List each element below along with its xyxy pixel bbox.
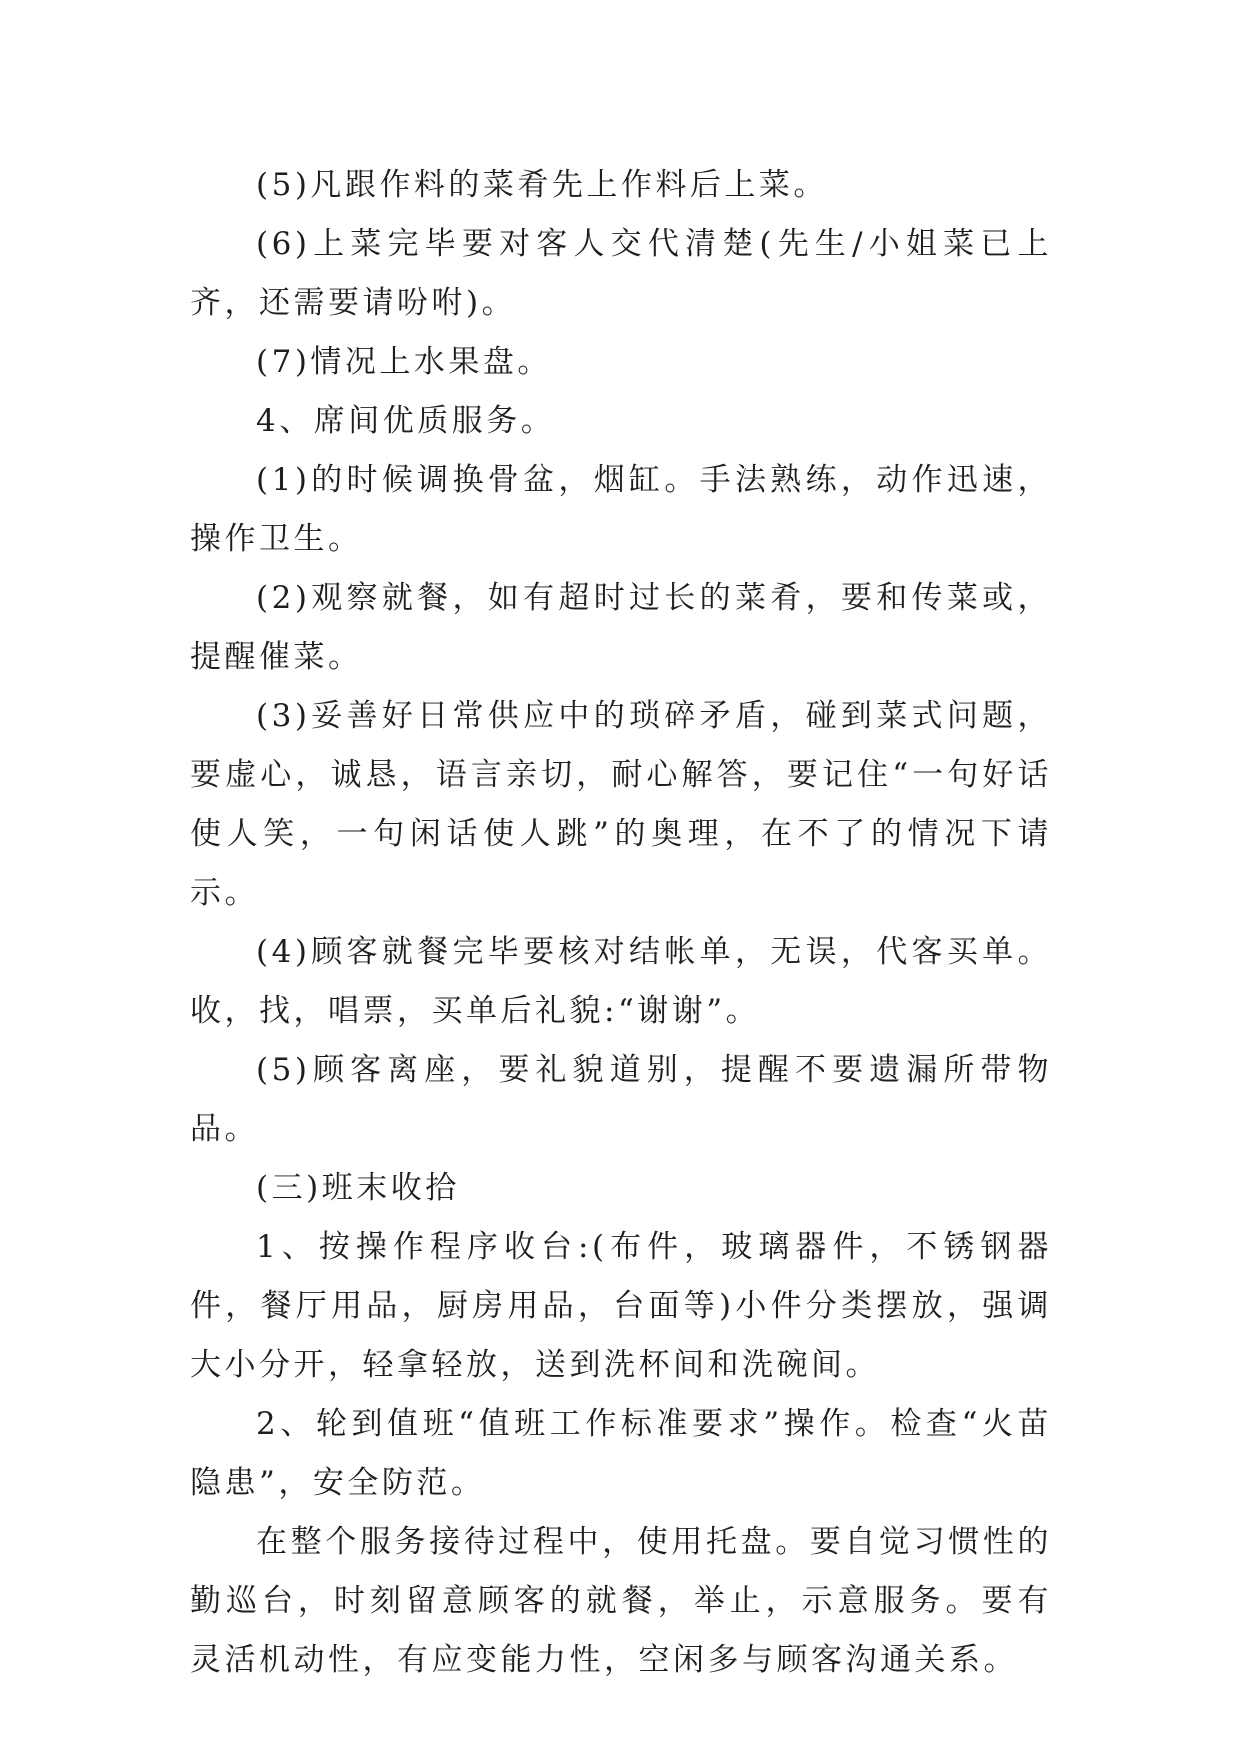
heading-table-service: 4、席间优质服务。 [256, 403, 556, 439]
paragraph-farewell: (5)顾客离座，要礼貌道别，提醒不要遗漏所带物品。 [190, 1052, 1052, 1147]
heading-end-of-shift: (三)班末收拾 [256, 1170, 460, 1206]
paragraph-serve-sauce-first: (5)凡跟作料的菜肴先上作料后上菜。 [256, 167, 828, 203]
paragraph-summary: 在整个服务接待过程中，使用托盘。要自觉习惯性的勤巡台，时刻留意顾客的就餐，举止，示意服务。要有灵活机动性，有应变能力性，空闲多与顾客沟通关系。 [190, 1524, 1052, 1678]
paragraph-check-bill: (4)顾客就餐完毕要核对结帐单，无误，代客买单。收，找，唱票，买单后礼貌:“谢谢”。 [190, 934, 1052, 1029]
document-body [190, 156, 1052, 1690]
paragraph-dishes-complete: (6)上菜完毕要对客人交代清楚(先生/小姐菜已上齐，还需要请吩咐)。 [190, 226, 1052, 321]
paragraph-handle-issues: (3)妥善好日常供应中的琐碎矛盾，碰到菜式问题，要虚心，诚恳，语言亲切，耐心解答，要记住“一句好话使人笑，一句闲话使人跳”的奥理，在不了的情况下请示。 [190, 698, 1052, 911]
paragraph-clear-table: 1、按操作程序收台:(布件，玻璃器件，不锈钢器件，餐厅用品，厨房用品，台面等)小件分类摆放，强调大小分开，轻拿轻放，送到洗杯间和洗碗间。 [190, 1229, 1052, 1383]
paragraph-observe-dining: (2)观察就餐，如有超时过长的菜肴，要和传菜或，提醒催菜。 [190, 580, 1052, 675]
paragraph-fruit-plate: (7)情况上水果盘。 [256, 344, 552, 380]
paragraph-change-plates: (1)的时候调换骨盆，烟缸。手法熟练，动作迅速，操作卫生。 [190, 462, 1052, 557]
paragraph-duty-check: 2、轮到值班“值班工作标准要求”操作。检查“火苗隐患”，安全防范。 [190, 1406, 1052, 1501]
